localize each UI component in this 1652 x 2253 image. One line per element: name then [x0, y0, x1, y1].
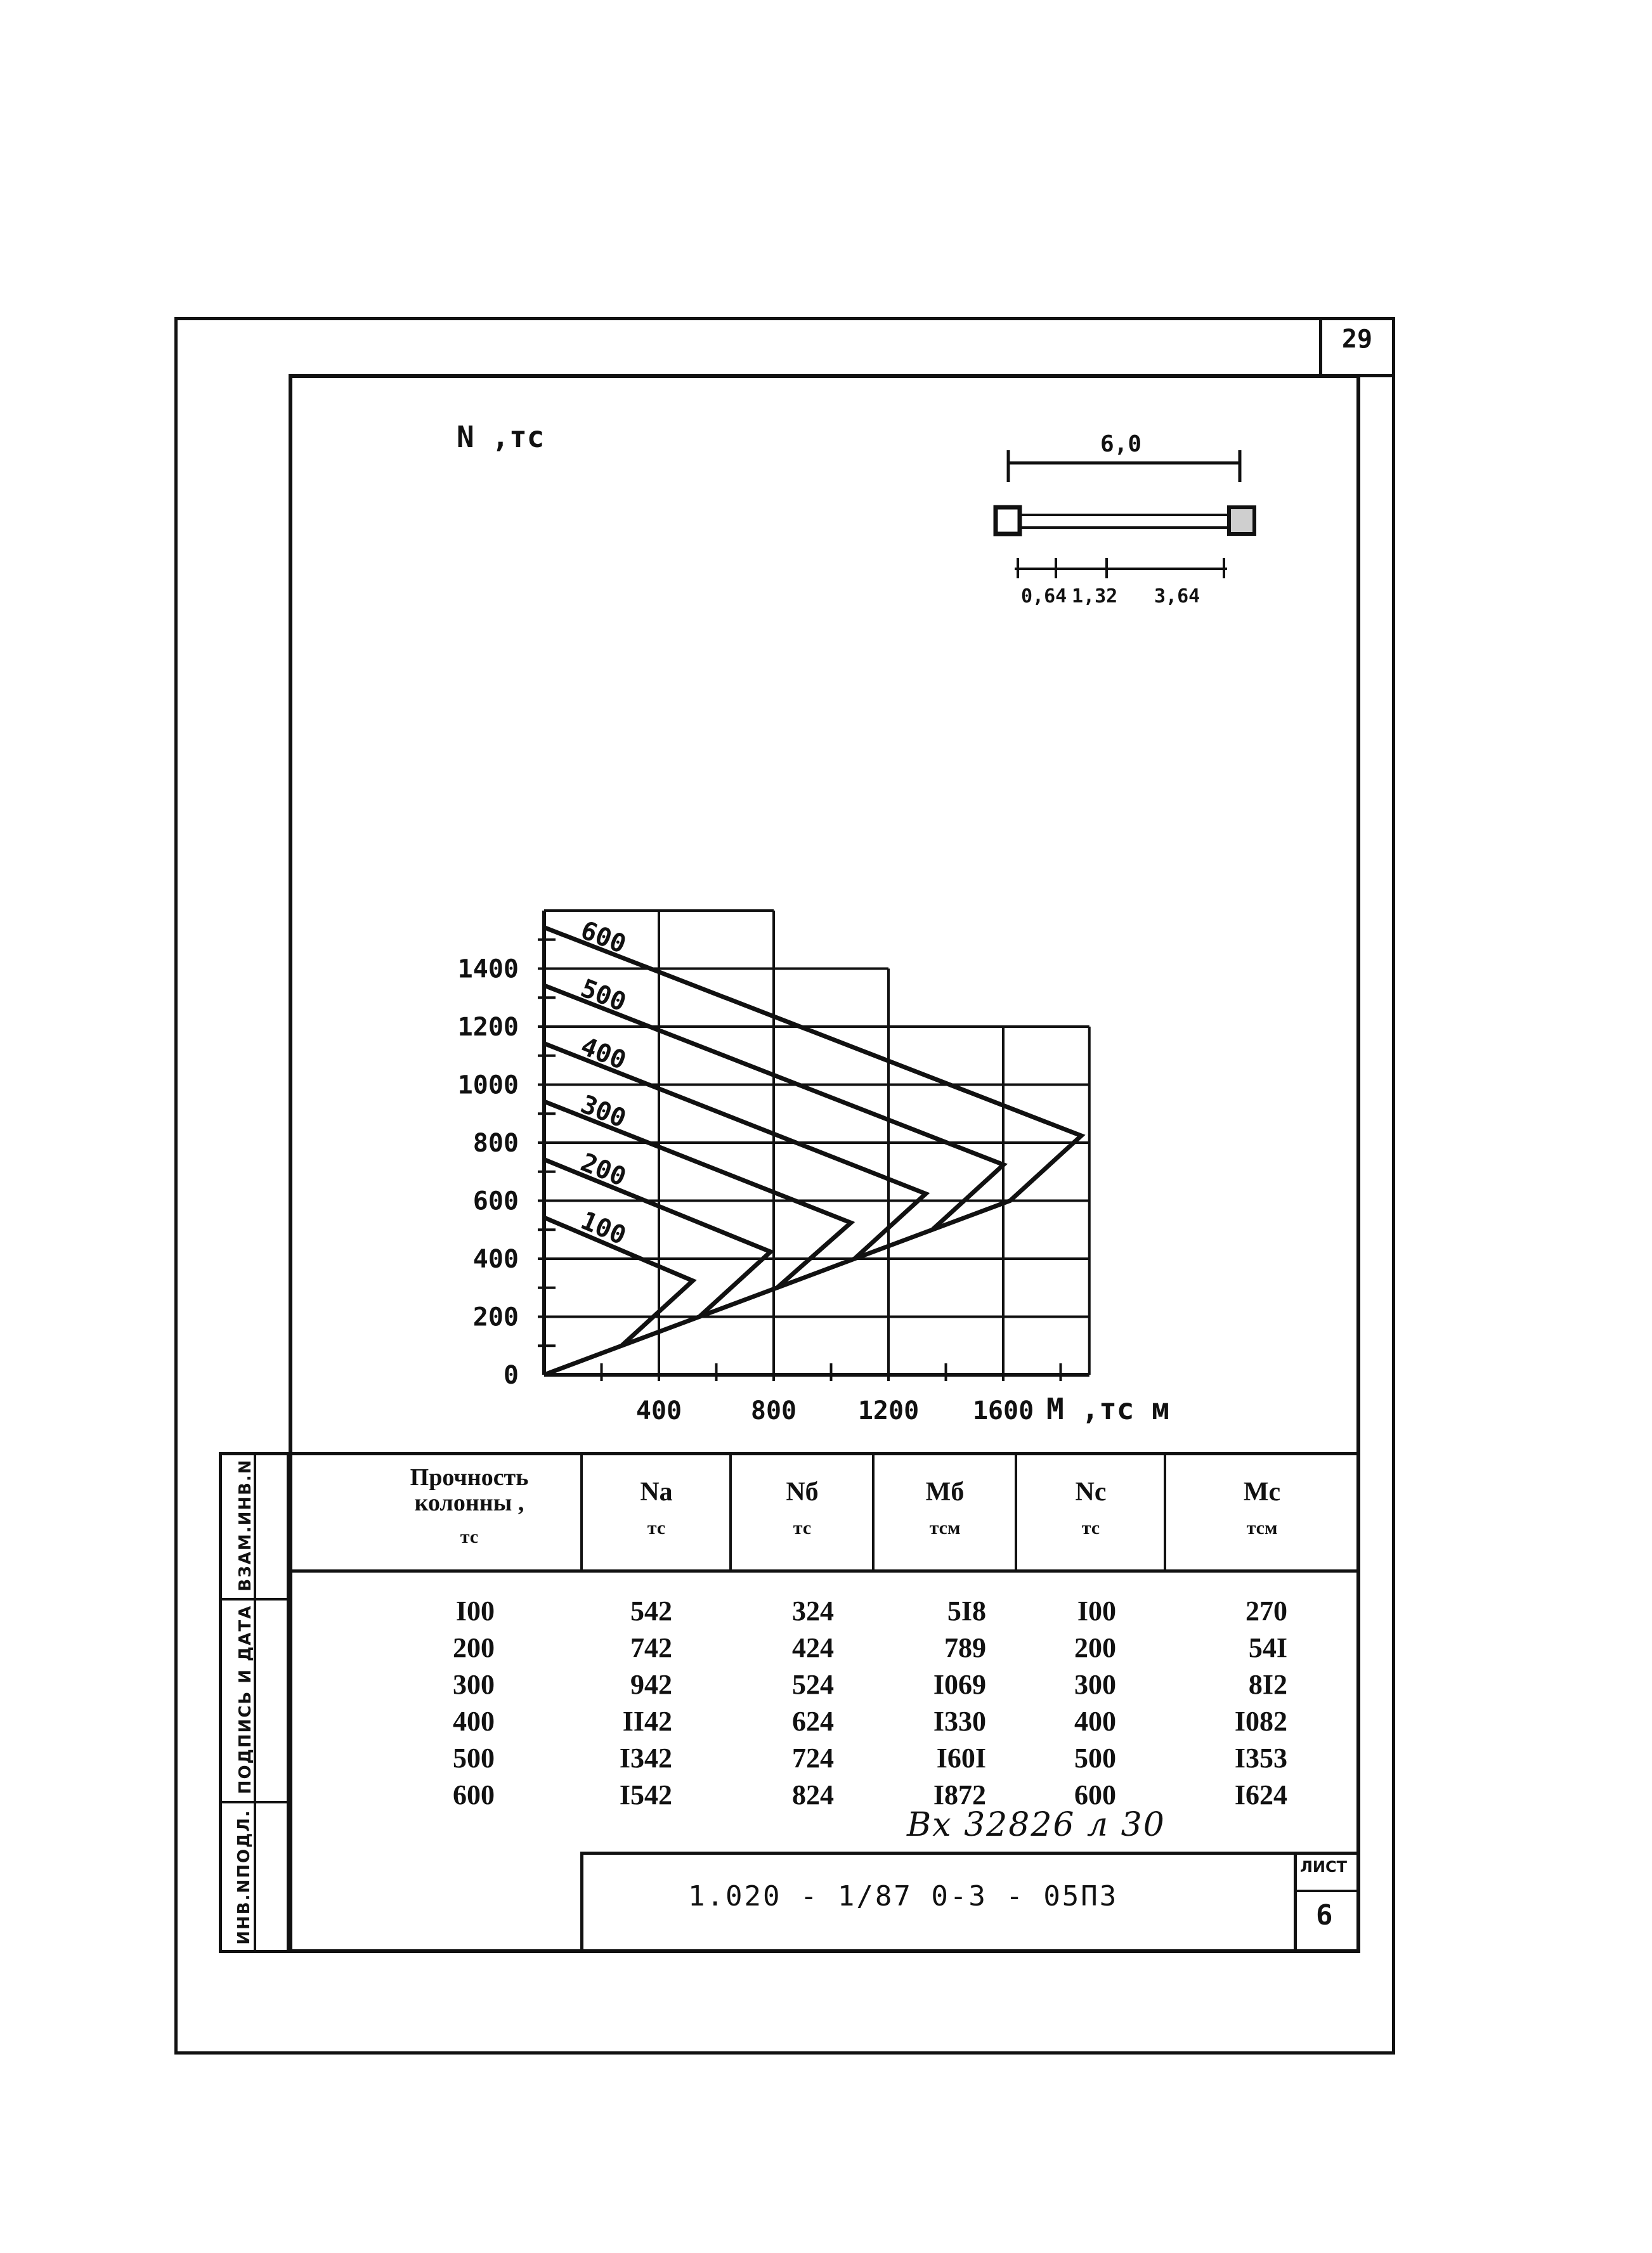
y-tick-label: 0 — [503, 1361, 519, 1390]
x-tick-label: 400 — [635, 1396, 682, 1425]
series-label-500: 500 — [576, 973, 630, 1018]
x-tick-label: 1600 — [972, 1396, 1034, 1425]
header-na — [583, 1477, 729, 1541]
series-label-200: 200 — [576, 1148, 630, 1193]
table-cell: 8I2 — [1248, 1669, 1287, 1700]
header-nb-unit: тс — [793, 1517, 812, 1538]
header-strength-unit: тс — [460, 1526, 479, 1547]
table-cell: 424 — [792, 1632, 834, 1663]
table-cell: I624 — [1234, 1779, 1287, 1810]
table-cell: 400 — [453, 1706, 495, 1737]
chart-axes — [538, 911, 1089, 1381]
x-tick-label: 800 — [750, 1396, 797, 1425]
header-mb-unit: тсм — [929, 1517, 961, 1538]
table-cell: 200 — [453, 1632, 495, 1663]
table-cell: 724 — [792, 1743, 834, 1774]
table-cell: 524 — [792, 1669, 834, 1700]
sheet-number: 6 — [1316, 1899, 1333, 1932]
table-cell: 54I — [1248, 1632, 1287, 1663]
scheme-total-span: 6,0 — [1100, 431, 1142, 457]
y-tick-label: 1200 — [457, 1013, 519, 1042]
page-number: 29 — [1341, 325, 1373, 354]
table-cell: 542 — [630, 1595, 672, 1626]
y-tick-label: 200 — [472, 1302, 519, 1332]
scheme-seg-label-3: 3,64 — [1154, 585, 1200, 607]
header-nc — [1018, 1477, 1164, 1541]
scheme-beam — [1020, 515, 1229, 528]
table-cell: I60I — [936, 1743, 986, 1774]
series-label-100: 100 — [576, 1205, 630, 1251]
table-cell: 300 — [1074, 1669, 1116, 1700]
table-cell: I330 — [933, 1706, 986, 1737]
col-divider-3 — [872, 1452, 875, 1569]
chart-grid — [544, 911, 1089, 1375]
x-tick-label: 1200 — [857, 1396, 920, 1425]
sheet-box-divider — [1294, 1890, 1360, 1892]
table-cell: 5I8 — [947, 1595, 986, 1626]
header-strength — [380, 1465, 558, 1550]
header-nc-label: Nc — [1075, 1477, 1107, 1507]
header-mc — [1167, 1477, 1357, 1541]
stamp-vzam-inv: ВЗАМ.ИНВ.N — [236, 1458, 255, 1592]
scheme-seg-label-2: 1,32 — [1072, 585, 1118, 607]
series-line-600 — [544, 928, 1081, 1230]
table-cell: 742 — [630, 1632, 672, 1663]
table-cell: I353 — [1234, 1743, 1287, 1774]
table-cell: I872 — [933, 1779, 986, 1810]
header-nb-label: Nб — [786, 1477, 819, 1507]
table-cell: 600 — [1074, 1779, 1116, 1810]
header-nc-unit: тс — [1081, 1517, 1100, 1538]
header-mb-label: Mб — [925, 1477, 965, 1507]
header-na-label: Na — [640, 1477, 673, 1507]
header-mc-label: Mc — [1243, 1477, 1281, 1507]
header-nb — [732, 1477, 872, 1541]
chart-series — [544, 916, 1081, 1375]
handwritten-note: Вх 32826 л 30 — [907, 1806, 1166, 1844]
series-label-400: 400 — [576, 1032, 630, 1076]
y-tick-label: 800 — [472, 1129, 519, 1158]
table-cell: II42 — [622, 1706, 672, 1737]
col-divider-4 — [1015, 1452, 1017, 1569]
table-cell: 200 — [1074, 1632, 1116, 1663]
scheme-seg-label-1: 0,64 — [1021, 585, 1067, 607]
table-cell: 270 — [1246, 1595, 1287, 1626]
table-cell: 324 — [792, 1595, 834, 1626]
series-label-600: 600 — [576, 915, 630, 959]
scheme-left-column — [996, 507, 1020, 534]
table-cell: 624 — [792, 1706, 834, 1737]
table-cell: 400 — [1074, 1706, 1116, 1737]
y-tick-label: 1000 — [457, 1070, 519, 1100]
x-axis-label: M ,тс м — [1046, 1392, 1169, 1426]
stamp-inv-podl: ИНВ.NПОДЛ. — [235, 1809, 254, 1945]
table-cell: 500 — [453, 1743, 495, 1774]
stamp-podpis-data: ПОДПИСЬ И ДАТА — [236, 1604, 255, 1795]
table-cell: 824 — [792, 1779, 834, 1810]
header-mc-unit: тсм — [1246, 1517, 1278, 1538]
y-tick-label: 600 — [472, 1186, 519, 1216]
col-divider-5 — [1164, 1452, 1166, 1569]
y-tick-label: 400 — [472, 1245, 519, 1274]
header-mb — [875, 1477, 1015, 1541]
table-cell: 789 — [944, 1632, 986, 1663]
document-code: 1.020 - 1/87 0-3 - 05ПЗ — [688, 1880, 1119, 1912]
col-divider-1 — [580, 1452, 583, 1569]
scheme-right-column — [1229, 507, 1254, 534]
y-axis-label: N ,тс — [457, 420, 545, 454]
table-cell: 500 — [1074, 1743, 1116, 1774]
table-cell: I00 — [455, 1595, 495, 1626]
table-cell: I069 — [933, 1669, 986, 1700]
header-na-unit: тс — [647, 1517, 666, 1538]
table-cell: 300 — [453, 1669, 495, 1700]
y-tick-label: 1400 — [457, 954, 519, 984]
table-cell: 942 — [630, 1669, 672, 1700]
table-cell: I342 — [619, 1743, 672, 1774]
series-label-300: 300 — [576, 1089, 630, 1134]
col-divider-2 — [729, 1452, 732, 1569]
sheet-label: ЛИСТ — [1300, 1858, 1348, 1876]
table-cell: I542 — [619, 1779, 672, 1810]
table-header-divider — [290, 1569, 1360, 1573]
table-cell: 600 — [453, 1779, 495, 1810]
header-strength-label: Прочность колонны , — [410, 1464, 529, 1516]
table-cell: I00 — [1077, 1595, 1116, 1626]
table-cell: I082 — [1234, 1706, 1287, 1737]
beam-scheme — [996, 431, 1254, 607]
